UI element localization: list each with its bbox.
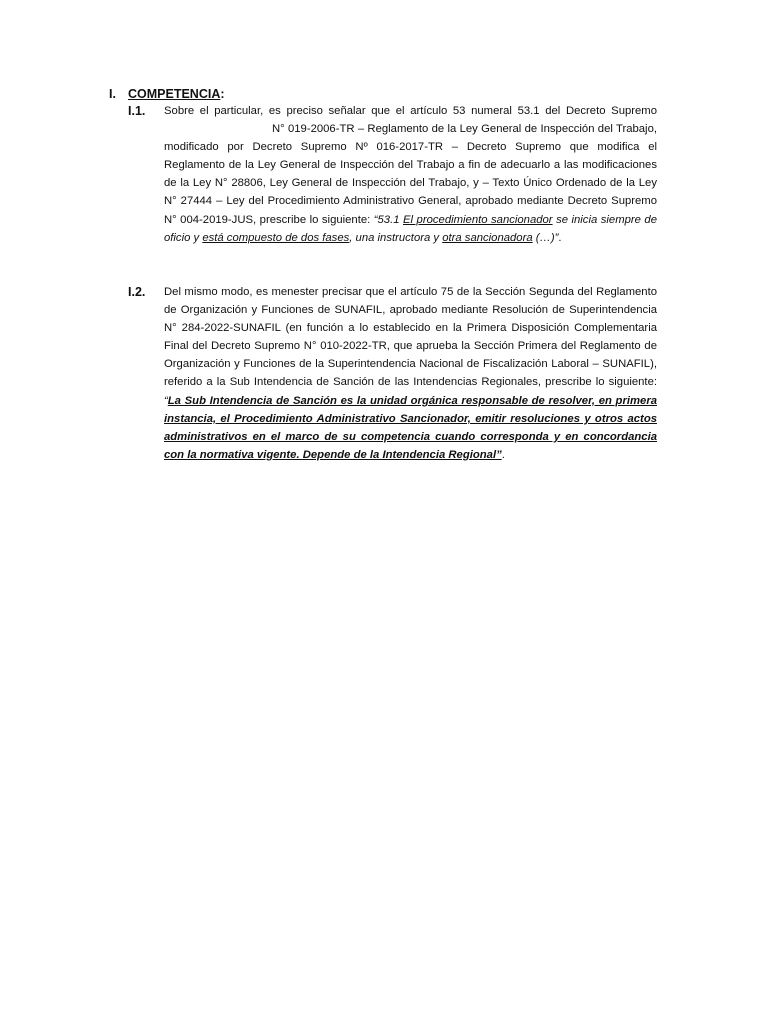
item-number: I.2. — [128, 285, 146, 299]
item-text — [164, 283, 657, 464]
quote-end: (…)” — [535, 231, 559, 244]
text-part-b: N° 019-2006-TR – Reglamento de la Ley General de Inspección del Trabajo, modificado por Decreto Supremo Nº 016-2017-TR – Decreto Supremo que modifica el Reglamento de la Ley General de Inspección del Trabajo a fin de adecuarlo a las modificaciones de la Ley N° 28806, Ley General de Inspección del Trabajo, y – Texto Único Ordenado de la Ley N° 27444 – Ley del Procedimiento Administrativo General, aprobado mediante Decreto Supremo N° 004-2019-JUS, prescribe lo siguiente: — [164, 123, 657, 226]
quote-period: . — [558, 231, 562, 244]
quote-middle-1: se inicia siempre de oficio y — [164, 213, 657, 244]
quote-open: “53.1 — [373, 213, 400, 226]
section-number: I. — [109, 87, 116, 101]
quote-underlined-1: El procedimiento sancionador — [403, 213, 553, 226]
quote-period: . — [501, 448, 505, 461]
quote-open: “ — [164, 394, 168, 407]
text-part-a: Sobre el particular, es preciso señalar que el artículo 53 numeral 53.1 del Decreto Supremo — [164, 105, 657, 117]
quote-underlined-2: está compuesto de dos fases — [202, 231, 350, 244]
paragraph-item-2 — [128, 283, 658, 464]
item-number: I.1. — [128, 104, 146, 118]
section-title: COMPETENCIA — [128, 87, 221, 101]
quote-bold-underlined: La Sub Intendencia de Sanción es la unidad orgánica responsable de resolver, en primera instancia, el Procedimiento Administrativo Sancionador, emitir resoluciones y otros actos administrativos en el marco de su competencia cuando corresponda y en concordancia con la normativa vigente. Depende de la Intendencia Regional” — [164, 394, 657, 461]
paragraph-item-1 — [128, 102, 658, 247]
quote-underlined-3: otra sancionadora — [442, 231, 533, 244]
section-colon: : — [220, 87, 225, 101]
item-text — [164, 102, 657, 247]
section-heading — [109, 86, 225, 102]
quote-middle-2: , una instructora y — [349, 231, 440, 244]
text-body: Del mismo modo, es menester precisar que el artículo 75 de la Sección Segunda del Reglamento de Organización y Funciones de SUNAFIL, aprobado mediante Resolución de Superintendencia N° 284-2022-SUNAFIL (en función a lo establecido en la Primera Disposición Complementaria Final del Decreto Supremo N° 010-2022-TR, que aprueba la Sección Primera del Reglamento de Organización y Funciones de la Superintendencia Nacional de Fiscalización Laboral – SUNAFIL), referido a la Sub Intendencia de Sanción de las Intendencias Regionales, prescribe lo siguiente: — [164, 286, 657, 389]
